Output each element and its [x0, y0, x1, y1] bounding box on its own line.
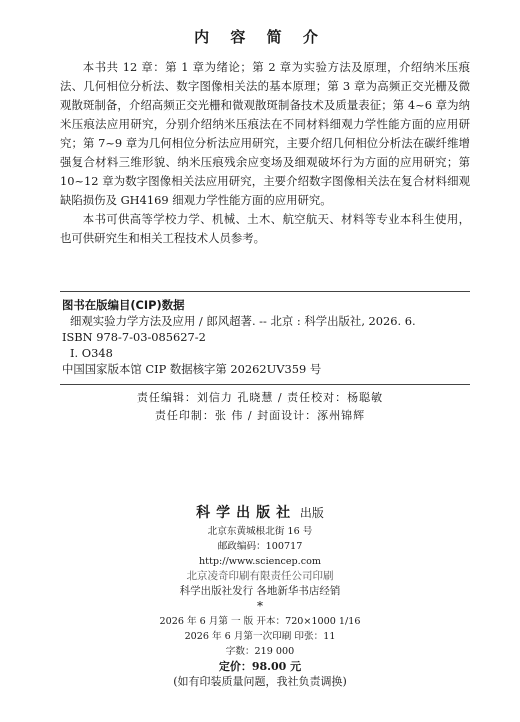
publisher-address: 北京东黄城根北街 16 号 [207, 526, 313, 537]
publisher-suffix: 出版 [299, 506, 324, 520]
divider-bottom [60, 384, 470, 385]
credits-editors: 责任编辑：刘信力 孔晓慧 / 责任校对：杨聪敏 [136, 391, 384, 404]
separator-star: * [257, 599, 263, 613]
cip-isbn: ISBN 978-7-03-085627-2 [62, 330, 206, 344]
publisher-website: http://www.sciencep.com [199, 556, 321, 567]
content-summary [60, 58, 470, 248]
cip-block [62, 297, 470, 377]
credits-production: 责任印制：张 伟 / 封面设计：涿州锦辉 [154, 409, 366, 422]
printer-line: 北京凌奇印刷有限责任公司印刷 [186, 570, 334, 582]
distribution-line: 科学出版社发行 各地新华书店经销 [179, 585, 341, 597]
page-title: 内 容 简 介 [194, 28, 326, 46]
publication-info [0, 524, 520, 689]
cip-bibliographic-line: 细观实验力学方法及应用 / 郎风超著. -- 北京 : 科学出版社, 2026. 6. [70, 314, 416, 328]
wordcount-line: 字数：219 000 [225, 646, 295, 657]
publisher-postcode: 邮政编码：100717 [217, 541, 303, 552]
quality-notice: (如有印装质量问题，我社负责调换) [173, 675, 347, 688]
edition-line: 2026 年 6 月第 一 版 开本：720×1000 1/16 [159, 616, 361, 627]
publisher-logo: 科学出版社 [196, 505, 297, 521]
divider-top [60, 291, 470, 292]
cip-record-number: 中国国家版本馆 CIP 数据核字第 20262UV359 号 [62, 362, 322, 376]
cip-heading: 图书在版编目(CIP)数据 [62, 298, 185, 312]
printing-line: 2026 年 6 月第一次印刷 印张：11 [184, 631, 336, 642]
summary-paragraph-1: 本书共 12 章：第 1 章为绪论；第 2 章为实验方法及原理，介绍纳米压痕法、几何相位分析法、数字图像相关法的基本原理；第 3 章为高频正交光栅及微观散斑制备，介绍高频正交光栅和微观散斑制备技术及质量表征；第 4~6 章为纳米压痕法应用研究，分别介绍纳米压痕法在不同材料细观力学性能方面的应用研究；第 7~9 章为几何相位分析法应用研究，主要介绍几何相位分析法在碳纤维增强复合材料三维形貌、纳米压痕残余应变场及细观破坏行为方面的应用研究；第 10~12 章为数字图像相关法应用研究，主要介绍数字图像相关法在复合材料细观缺陷损伤及 GH4169 细观力学性能方面的应用研究。 [60, 60, 470, 207]
cip-classification: Ⅰ. O348 [70, 346, 113, 360]
publisher-line [0, 502, 520, 522]
price-line: 定价：98.00 元 [218, 660, 302, 673]
summary-paragraph-2: 本书可供高等学校力学、机械、土木、航空航天、材料等专业本科生使用，也可供研究生和相关工程技术人员参考。 [60, 212, 470, 245]
